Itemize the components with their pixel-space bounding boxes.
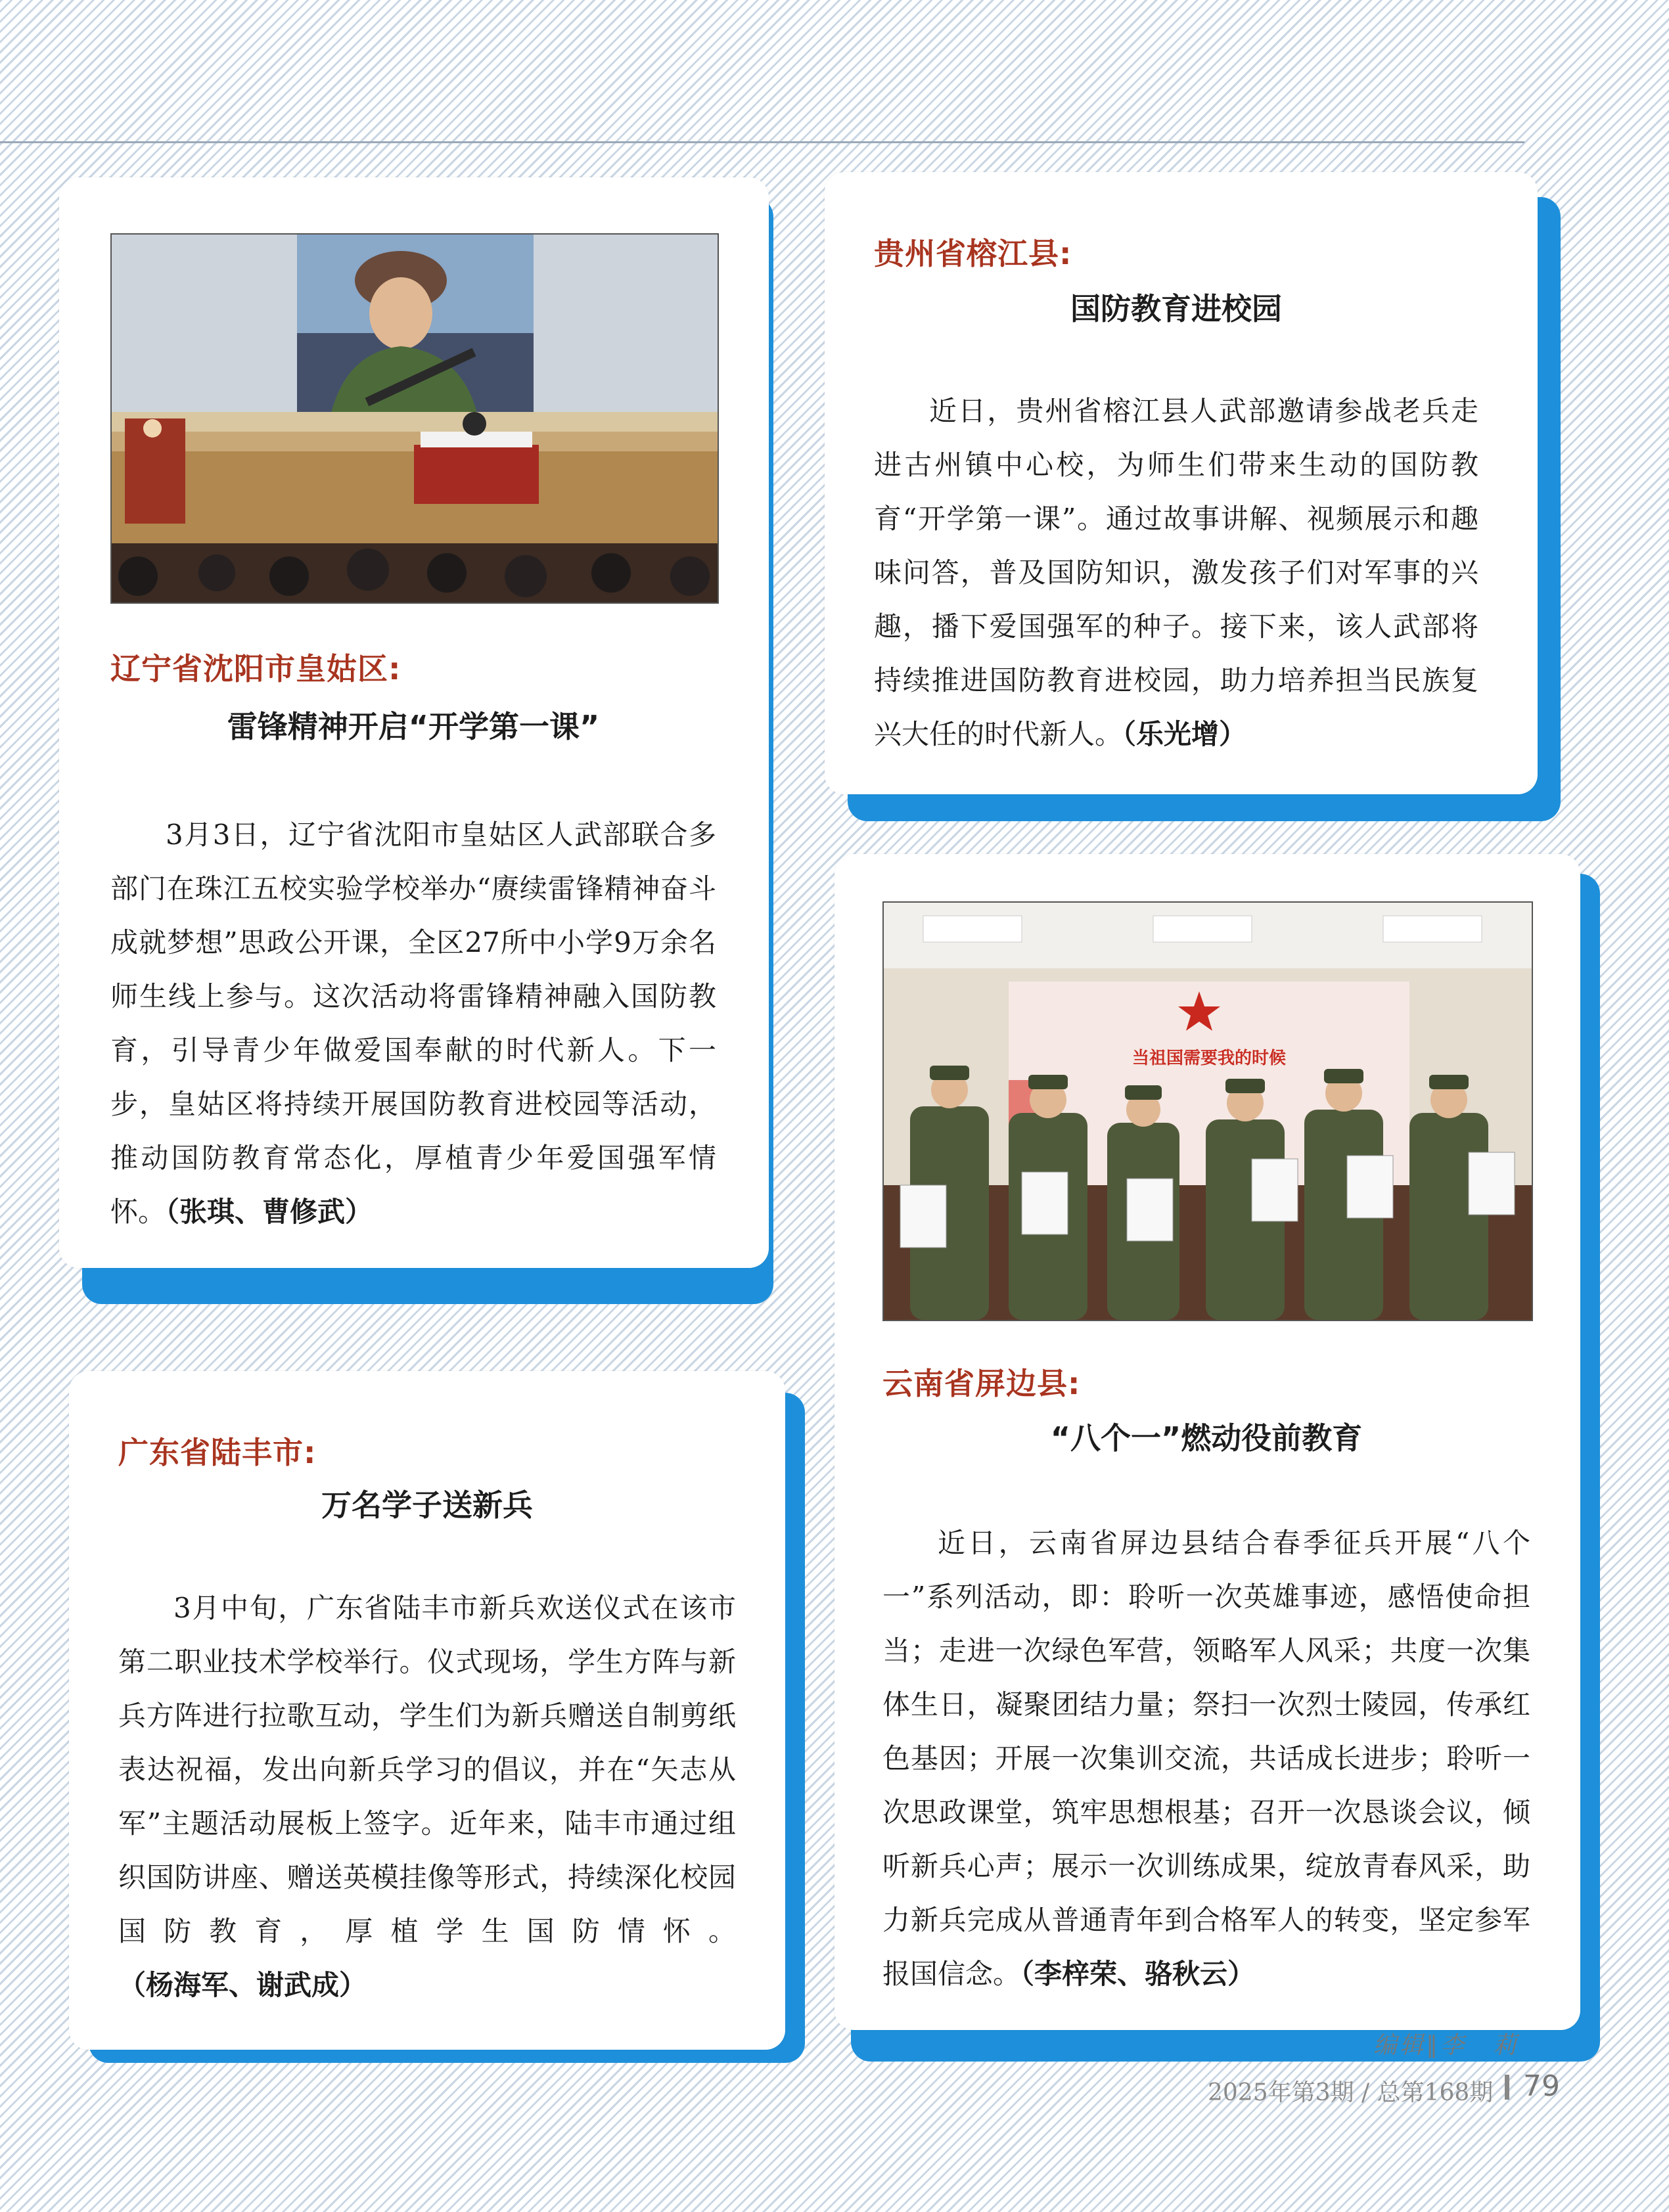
article-headline: 国防教育进校园 bbox=[1070, 291, 1282, 327]
article-headline: 雷锋精神开启“开学第一课” bbox=[227, 709, 600, 744]
top-rule bbox=[0, 141, 1524, 143]
recruits-illustration bbox=[884, 903, 1532, 1320]
article-body bbox=[110, 808, 716, 1239]
article-text: 3月3日，辽宁省沈阳市皇姑区人武部联合多部门在珠江五校实验学校举办“赓续雷锋精神奋斗成就梦想”思政公开课，全区27所中小学9万余名师生线上参与。这次活动将雷锋精神融入国防教育，引导青少年做爱国奉献的时代新人。下一步，皇姑区将持续开展国防教育进校园等活动，推动国防教育常态化，厚植青少年爱国强军情怀。 bbox=[110, 819, 716, 1228]
article-author: （李梓荣、骆秋云） bbox=[1020, 1958, 1256, 1990]
footer-divider bbox=[1505, 2075, 1509, 2100]
article-body bbox=[874, 384, 1478, 761]
region-title: 辽宁省沈阳市皇姑区: bbox=[110, 651, 401, 687]
article-body bbox=[882, 1516, 1530, 2001]
footer-editor: 编辑∥李 莉 bbox=[1373, 2032, 1520, 2059]
photo-recruits bbox=[882, 901, 1533, 1321]
article-text: 近日，贵州省榕江县人武部邀请参战老兵走进古州镇中心校，为师生们带来生动的国防教育“开学第一课”。通过故事讲解、视频展示和趣味问答，普及国防知识，激发孩子们对军事的兴趣，播下爱国强军的种子。接下来，该人武部将持续推进国防教育进校园，助力培养担当民族复兴大任的时代新人。 bbox=[874, 395, 1478, 750]
card-liaoning bbox=[59, 177, 769, 1268]
article-headline: 万名学子送新兵 bbox=[321, 1487, 533, 1523]
region-title: 广东省陆丰市: bbox=[118, 1435, 317, 1470]
card-guizhou bbox=[825, 172, 1538, 794]
article-text: 近日，云南省屏边县结合春季征兵开展“八个一”系列活动，即：聆听一次英雄事迹，感悟使命担当；走进一次绿色军营，领略军人风采；共度一次集体生日，凝聚团结力量；祭扫一次烈士陵园，传承红色基因；开展一次集训交流，共话成长进步；聆听一次思政课堂，筑牢思想根基；召开一次恳谈会议，倾听新兵心声；展示一次训练成果，绽放青春风采，助力新兵完成从普通青年到合格军人的转变，坚定参军报国信念。 bbox=[882, 1527, 1530, 1990]
article-headline: “八个一”燃动役前教育 bbox=[1050, 1420, 1363, 1456]
region-title: 贵州省榕江县: bbox=[874, 236, 1072, 271]
article-author: （乐光增） bbox=[1122, 718, 1247, 750]
lecture-hall-illustration bbox=[112, 235, 718, 602]
article-author: （杨海军、谢武成） bbox=[118, 1969, 367, 2001]
article-body bbox=[118, 1581, 736, 2012]
footer-issue: 2025年第3期 / 总第168期 bbox=[1208, 2079, 1494, 2106]
screen-banner-text: 当祖国需要我的时候 bbox=[1132, 1049, 1287, 1068]
card-yunnan bbox=[834, 854, 1580, 2030]
article-text: 3月中旬，广东省陆丰市新兵欢送仪式在该市第二职业技术学校举行。仪式现场，学生方阵与新兵方阵进行拉歌互动，学生们为新兵赠送自制剪纸表达祝福，发出向新兵学习的倡议，并在“矢志从军”主题活动展板上签字。近年来，陆丰市通过组织国防讲座、赠送英模挂像等形式，持续深化校园国防教育，厚植学生国防情怀。 bbox=[118, 1592, 736, 1947]
card-guangdong bbox=[69, 1371, 785, 2050]
photo-lecture-hall bbox=[110, 233, 719, 604]
page-number: 79 bbox=[1523, 2069, 1560, 2103]
article-author: （张琪、曹修武） bbox=[166, 1196, 373, 1228]
region-title: 云南省屏边县: bbox=[882, 1366, 1081, 1401]
